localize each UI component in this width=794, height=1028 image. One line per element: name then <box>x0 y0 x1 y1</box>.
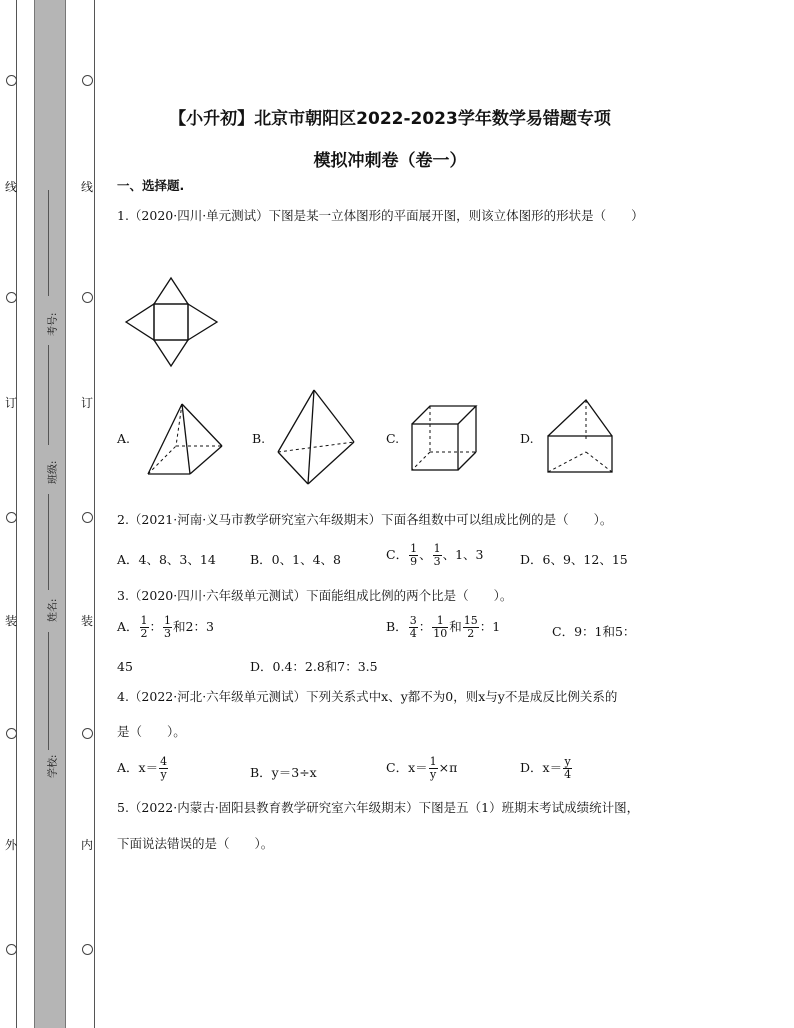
fill-line-exam-number[interactable] <box>48 190 49 296</box>
margin-char-inner: 线 <box>80 180 93 194</box>
fraction <box>432 615 448 640</box>
question-2-text: 2.（2021·河南·义马市教学研究室六年级期末）下面各组数中可以组成比例的是（ ）。 <box>117 512 613 527</box>
q2-c-prefix: C． <box>386 547 409 562</box>
q3-b-mid: 和 <box>449 619 462 634</box>
q4-c-suffix: ×π <box>438 760 458 775</box>
binding-hole <box>82 944 93 955</box>
fraction <box>563 756 572 781</box>
binding-hole <box>6 75 17 86</box>
q1-option-d-prism[interactable] <box>546 396 620 476</box>
binding-hole <box>82 75 93 86</box>
q3-option-b[interactable] <box>386 615 500 640</box>
fraction-numerator: y <box>564 755 571 768</box>
fraction-numerator: 1 <box>432 615 448 628</box>
q4-option-c[interactable] <box>386 756 457 781</box>
q1-option-b-tetrahedron[interactable] <box>274 386 358 488</box>
binding-hole <box>6 292 17 303</box>
fraction <box>159 756 168 781</box>
binding-hole <box>82 292 93 303</box>
fraction-numerator: 1 <box>140 614 148 627</box>
margin-char-inner: 装 <box>80 614 93 628</box>
q4-option-d[interactable] <box>520 756 573 781</box>
label-name: 姓名: <box>48 598 59 622</box>
margin-char-outer: 线 <box>4 180 17 194</box>
label-exam-number: 考号: <box>48 312 59 336</box>
page-title: 【小升初】北京市朝阳区2022-2023学年数学易错题专项 <box>169 109 611 129</box>
fraction-denominator: 4 <box>409 627 417 640</box>
fraction-numerator: 1 <box>164 614 172 627</box>
margin-char-inner: 内 <box>80 838 93 852</box>
question-4-text-cont: 是（ ）。 <box>117 724 186 739</box>
q3-b-colon: ： <box>418 619 432 634</box>
fraction-denominator: 2 <box>467 627 475 640</box>
q2-option-c[interactable] <box>386 543 484 568</box>
question-3-text: 3.（2020·四川·六年级单元测试）下面能组成比例的两个比是（ ）。 <box>117 588 513 603</box>
q3-option-a[interactable] <box>117 615 214 640</box>
q4-option-a[interactable] <box>117 756 169 781</box>
question-5-text-cont: 下面说法错误的是（ ）。 <box>117 836 274 851</box>
fraction-denominator: 3 <box>433 555 441 568</box>
binding-hole <box>6 728 17 739</box>
question-4-text: 4.（2022·河北·六年级单元测试）下列关系式中x、y都不为0，则x与y不是成反比例关系的 <box>117 689 618 704</box>
section-heading: 一、选择题. <box>117 178 185 193</box>
fraction <box>140 615 149 640</box>
q2-c-suffix: 、1、3 <box>442 547 484 562</box>
binding-hole <box>6 512 17 523</box>
fraction-numerator: 1 <box>410 542 418 555</box>
q4-a-prefix: A．x＝ <box>117 760 159 775</box>
q1-option-d-label[interactable]: D. <box>520 431 534 446</box>
fraction-denominator: 9 <box>410 555 418 568</box>
fraction <box>433 543 442 568</box>
q3-a-prefix: A． <box>117 619 139 634</box>
binding-hole <box>82 512 93 523</box>
fraction-numerator: 3 <box>409 614 417 627</box>
q1-option-b-label[interactable]: B. <box>252 431 266 446</box>
fraction-denominator: y <box>430 768 437 781</box>
fraction-numerator: 15 <box>463 614 478 627</box>
q4-d-prefix: D．x＝ <box>520 760 563 775</box>
margin-line-2 <box>94 0 95 1028</box>
margin-char-outer: 装 <box>4 614 17 628</box>
q1-option-a-pyramid[interactable] <box>146 400 226 478</box>
binding-hole <box>82 728 93 739</box>
fill-line-name[interactable] <box>48 494 49 590</box>
question-1-text: 1.（2020·四川·单元测试）下图是某一立体图形的平面展开图，则该立体图形的形状是（ ） <box>117 208 644 223</box>
q2-option-a[interactable]: A．4、8、3、14 <box>117 552 216 567</box>
fraction-numerator: 1 <box>429 755 437 768</box>
margin-char-outer: 订 <box>4 396 17 410</box>
fraction <box>429 756 438 781</box>
q2-option-b[interactable]: B．0、1、4、8 <box>250 552 341 567</box>
net-diagram <box>120 272 224 372</box>
q2-c-separator: 、 <box>419 547 432 562</box>
fraction <box>463 615 479 640</box>
fraction-denominator: y <box>160 768 167 781</box>
fraction-numerator: 4 <box>160 755 168 768</box>
margin-char-inner: 订 <box>80 396 93 410</box>
q3-a-colon: ： <box>149 619 163 634</box>
fraction <box>409 615 418 640</box>
binding-strip <box>34 0 66 1028</box>
q4-c-prefix: C．x＝ <box>386 760 428 775</box>
fraction <box>163 615 172 640</box>
q3-b-prefix: B． <box>386 619 408 634</box>
question-5-text: 5.（2022·内蒙古·固阳县教育教学研究室六年级期末）下图是五（1）班期末考试成绩统计图， <box>117 800 640 815</box>
fraction-denominator: 10 <box>433 627 448 640</box>
label-school: 学校: <box>48 754 59 778</box>
q3-option-c[interactable]: C．9：1和5： <box>552 624 636 639</box>
fraction <box>409 543 418 568</box>
fill-line-class[interactable] <box>48 345 49 445</box>
q3-b-suffix: ：1 <box>479 619 501 634</box>
q1-option-a-label[interactable]: A. <box>117 431 131 446</box>
q1-option-c-cube[interactable] <box>410 404 478 474</box>
margin-char-outer: 外 <box>4 838 17 852</box>
q3-option-d[interactable]: D．0.4：2.8和7：3.5 <box>250 659 378 674</box>
fraction-denominator: 3 <box>164 627 172 640</box>
fraction-denominator: 4 <box>564 768 572 781</box>
label-class: 班级: <box>48 460 59 484</box>
q3-option-c-continued[interactable]: 45 <box>117 659 133 674</box>
q2-option-d[interactable]: D．6、9、12、15 <box>520 552 628 567</box>
q3-a-suffix: 和2：3 <box>173 619 214 634</box>
binding-hole <box>6 944 17 955</box>
q4-option-b[interactable]: B．y＝3÷x <box>250 765 317 780</box>
page-subtitle: 模拟冲刺卷（卷一） <box>313 151 467 171</box>
fraction-numerator: 1 <box>433 542 441 555</box>
q1-option-c-label[interactable]: C. <box>386 431 400 446</box>
fraction-denominator: 2 <box>140 627 148 640</box>
fill-line-school[interactable] <box>48 632 49 750</box>
